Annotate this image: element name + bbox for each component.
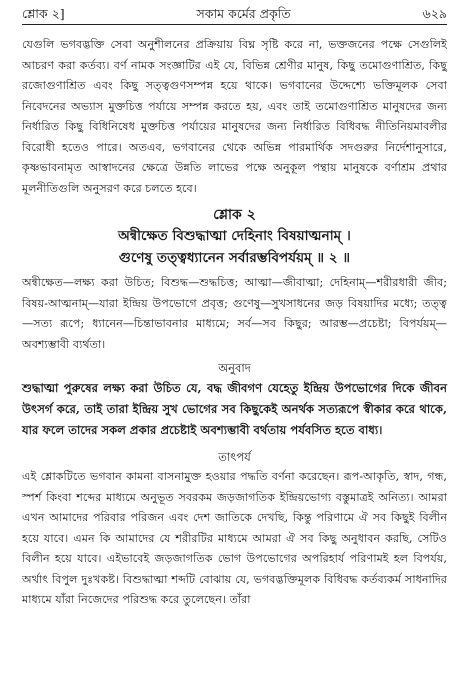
verse-title: শ্লোক ২ [213,207,256,223]
verse-line-1: অন্বীক্ষেত বিশুদ্ধাত্মা দেহিনাং বিষয়াত্মনাম্ । [118,228,351,244]
header-verse-ref: শ্লোক ২] [22,6,65,21]
translation-paragraph: শুদ্ধাত্মা পুরুষের লক্ষ্য করা উচিত যে, বদ্ধ জীবগণ যেহেতু ইন্দ্রিয় উপভোগের দিকে জীবন উৎসর্গ করে, তাই তারা ইন্দ্রিয় সুখ ভোগের সব কিছুকেই অনর্থক সত্যরূপে স্বীকার করে থাকে, যার ফলে তাদের সকল প্রকার প্রচেষ্টাই অবশ্যম্ভাবী বর্থতায় পর্যবসিত হতে বাধ্য। [22,381,447,437]
intro-paragraph: যেগুলি ভগবদ্ভক্তি সেবা অনুশীলনের প্রক্রিয়ায় বিঘ্ন সৃষ্টি করে না, ভক্তজনের পক্ষে সেগুলিই আচরণ করা কর্তব্য। বর্ণ নামক সংজ্ঞাটির এই যে, বিভিন্ন শ্রেণীর মানুষ, কিছু তমোগুণাশ্রিত, কিছু রজোগুণাশ্রিত এবং কিছু সত্ত্বগুণসম্পন্ন হয়ে থাকে। ভগবানের উদ্দেশ্যে ভক্তিমূলক সেবা নিবেদনের অভ্যাস মুক্তচিত্ত পর্যায়ে সম্পন্ন করতে হয়, এবং তাই তমোগুণাশ্রিত মানুষদের জন্য নির্ধারিত কিছু বিধিনিষেধ মুক্তচিত্ত পর্যায়ের মানুষদের জন্য নির্ধারিত বিধিবদ্ধ নীতিনিয়মাবলীর বিরোধী হতেও পারে। অতএব, ভগবানের থেকে অভিন্ন পারমার্থিক সদগুরুর নির্দেশানুসারে, কৃষ্ণভাবনামৃত আস্বাদনের ক্ষেত্রে উন্নতি লাভের পক্ষে অনুকূল পন্থায় মানুষকে বর্ণাশ্রম প্রথার মূলনীতিগুলি অনুসরণ করে চলতে হবে। [22,38,447,195]
verse-line-2: গুণেষু তত্ত্বধ্যানেন সর্বারম্ভবিপর্যয়ম্ ॥ ২ ॥ [118,250,351,266]
synonyms-paragraph: অন্বীক্ষেত—লক্ষ্য করা উচিত; বিশুদ্ধ—শুদ্ধচিত্ত; আত্মা—জীবাত্মা; দেহিনাম্—শরীরধারী জীব; বিষয়-আত্মনাম্—যারা ইন্দ্রিয় উপভোগে প্রবৃত্ত; গুণেষু—সুখসাধনের জড় বিষয়াদির মধ্যে; তত্ত্ব—সত্য রূপে; ধ্যানেন—চিন্তাভাবনার মাধ্যমে; সর্ব—সব কিছুর; আরম্ভ—প্রচেষ্টা; বিপর্যয়ম্—অবশ্যম্ভাবী ব্যর্থতা। [22,276,447,351]
running-header [22,4,447,24]
header-rule [22,24,447,25]
purport-heading: তাৎপর্য [218,450,251,464]
header-chapter-title: সকাম কর্মের প্রকৃতি [196,6,291,21]
purport-paragraph: এই শ্লোকটিতে ভগবান কামনা বাসনামুক্ত হওয়ার পদ্ধতি বর্ণনা করেছেন। রূপ-আকৃতি, স্বাদ, গন্ধ, স্পর্শ কিংবা শব্দের মাধ্যমে অনুভূত সবরকম জড়জাগতিক ইন্দ্রিয়ভোগ্য বস্তুমাত্রই অনিত্য। আমরা এখন আমাদের পরিবার পরিজন এবং দেশ জাতিকে দেখছি, কিন্তু পরিণামে ঐ সব কিছুই বিলীন হয়ে যাবে। এমন কি আমাদের যে শরীরটির মাধ্যমে আমরা ঐ সব কিছু অনুধাবন করছি, সেটিও বিলীন হয়ে যাবে। এইভাবেই জড়জাগতিক ভোগ উপভোগের অপরিহার্য পরিণামই হল বিপর্যয়, অর্থাৎ বিপুল দুঃখকষ্ট। বিশুদ্ধাত্মা শব্দটি বোঝায় যে, ভগবদ্ভক্তিমূলক বিধিবদ্ধ কর্তব্যকর্ম সাধনাদির মাধ্যমে যাঁরা নিজেদের পরিশুদ্ধ করে তুলেছেন। তাঁরা [22,470,447,606]
page-number: ৬২৯ [422,6,447,21]
translation-heading: অনুবাদ [218,361,251,375]
